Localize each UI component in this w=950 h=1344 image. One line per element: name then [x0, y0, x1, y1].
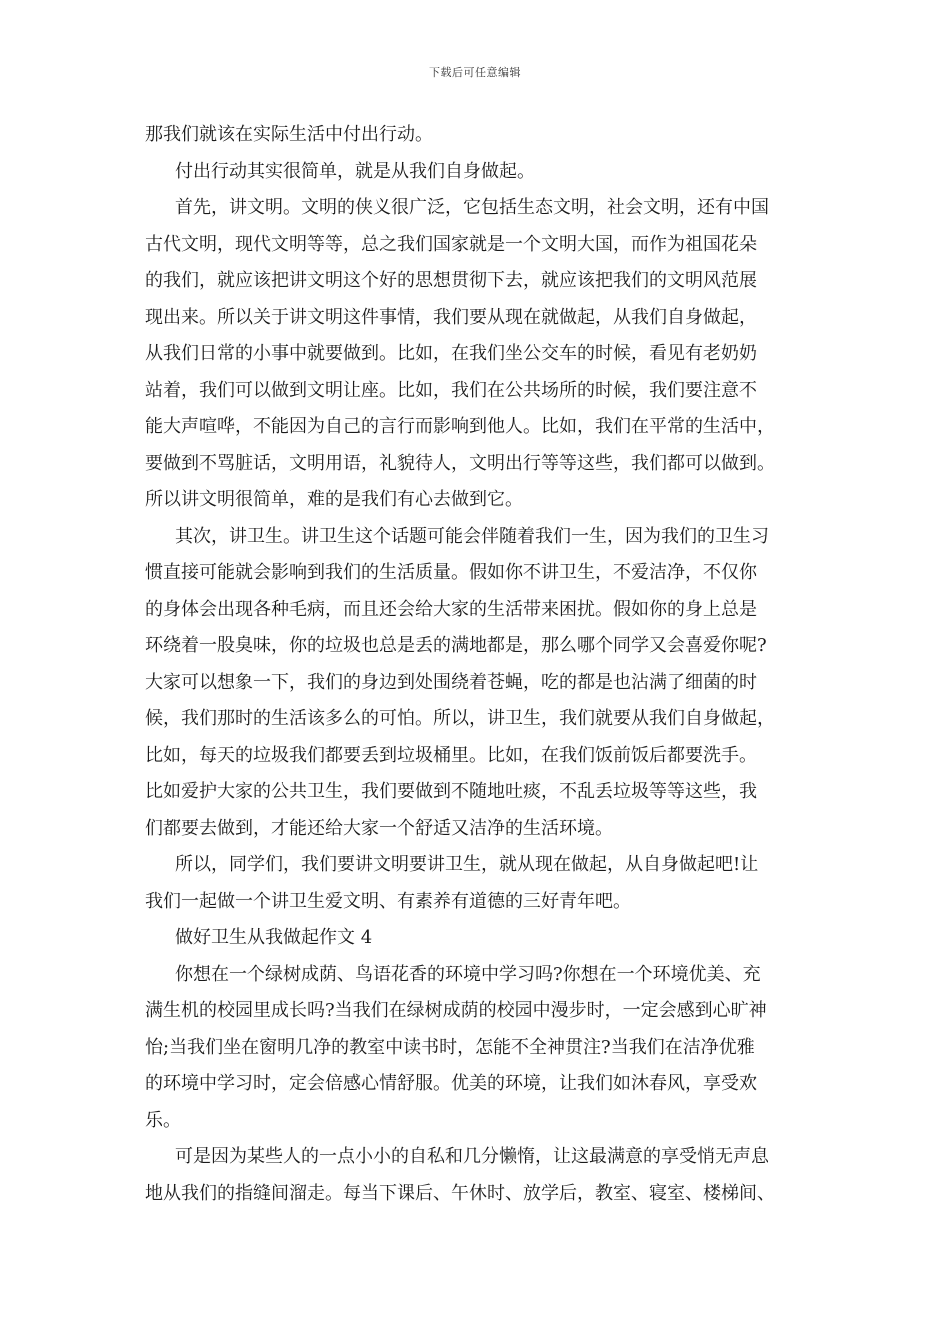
text-line: 那我们就该在实际生活中付出行动。 [145, 124, 433, 145]
text-line: 大家可以想象一下，我们的身边到处围绕着苍蝇，吃的都是也沾满了细菌的时 [145, 671, 757, 693]
text-line: 的身体会出现各种毛病，而且还会给大家的生活带来困扰。假如你的身上总是 [145, 598, 757, 620]
text-line: 要做到不骂脏话，文明用语，礼貌待人，文明出行等等这些，我们都可以做到。 [145, 452, 775, 474]
text-line: 所以，同学们，我们要讲文明要讲卫生，就从现在做起，从自身做起吧!让 [175, 854, 759, 875]
text-line: 所以讲文明很简单，难的是我们有心去做到它。 [145, 489, 523, 510]
text-line: 站着，我们可以做到文明让座。比如，我们在公共场所的时候，我们要注意不 [145, 379, 757, 401]
text-line: 比如，每天的垃圾我们都要丢到垃圾桶里。比如，在我们饭前饭后都要洗手。 [145, 744, 757, 766]
text-line: 可是因为某些人的一点小小的自私和几分懒惰，让这最满意的享受悄无声息 [175, 1146, 769, 1167]
text-line: 们都要去做到，才能还给大家一个舒适又洁净的生活环境。 [145, 817, 613, 839]
text-line: 环绕着一股臭味，你的垃圾也总是丢的满地都是，那么哪个同学又会喜爱你呢? [145, 635, 767, 656]
text-line: 付出行动其实很简单，就是从我们自身做起。 [175, 160, 535, 182]
text-line: 比如爱护大家的公共卫生，我们要做到不随地吐痰，不乱丢垃圾等等这些，我 [145, 781, 757, 802]
text-line: 的我们，就应该把讲文明这个好的思想贯彻下去，就应该把我们的文明风范展 [145, 270, 757, 291]
text-line: 乐。 [145, 1109, 181, 1131]
text-line: 地从我们的指缝间溜走。每当下课后、午休时、放学后，教室、寝室、楼梯间、 [145, 1182, 775, 1204]
text-line: 你想在一个绿树成荫、鸟语花香的环境中学习吗?你想在一个环境优美、充 [175, 963, 761, 985]
page-header: 下载后可任意编辑 [429, 66, 521, 79]
document-body [145, 117, 825, 1212]
text-line: 其次，讲卫生。讲卫生这个话题可能会伴随着我们一生，因为我们的卫生习 [175, 525, 769, 547]
text-line: 从我们日常的小事中就要做到。比如，在我们坐公交车的时候，看见有老奶奶 [145, 343, 757, 364]
text-line: 候，我们那时的生活该多么的可怕。所以，讲卫生，我们就要从我们自身做起， [145, 708, 775, 729]
text-line: 满生机的校园里成长吗?当我们在绿树成荫的校园中漫步时，一定会感到心旷神 [145, 1000, 767, 1021]
text-line: 我们一起做一个讲卫生爱文明、有素养有道德的三好青年吧。 [145, 890, 631, 912]
text-line: 的环境中学习时，定会倍感心情舒服。优美的环境，让我们如沐春风，享受欢 [145, 1073, 757, 1094]
text-line: 怡;当我们坐在窗明几净的教室中读书时，怎能不全神贯注?当我们在洁净优雅 [145, 1036, 755, 1058]
text-line: 首先，讲文明。文明的侠义很广泛，它包括生态文明，社会文明，还有中国 [175, 197, 769, 218]
text-line: 古代文明，现代文明等等，总之我们国家就是一个文明大国，而作为祖国花朵 [145, 233, 757, 255]
text-line: 能大声喧哗，不能因为自己的言行而影响到他人。比如，我们在平常的生活中， [145, 416, 775, 437]
text-line: 现出来。所以关于讲文明这件事情，我们要从现在就做起，从我们自身做起， [145, 306, 757, 328]
text-line: 做好卫生从我做起作文 4 [175, 927, 373, 948]
text-line: 惯直接可能就会影响到我们的生活质量。假如你不讲卫生，不爱洁净，不仅你 [145, 562, 757, 583]
